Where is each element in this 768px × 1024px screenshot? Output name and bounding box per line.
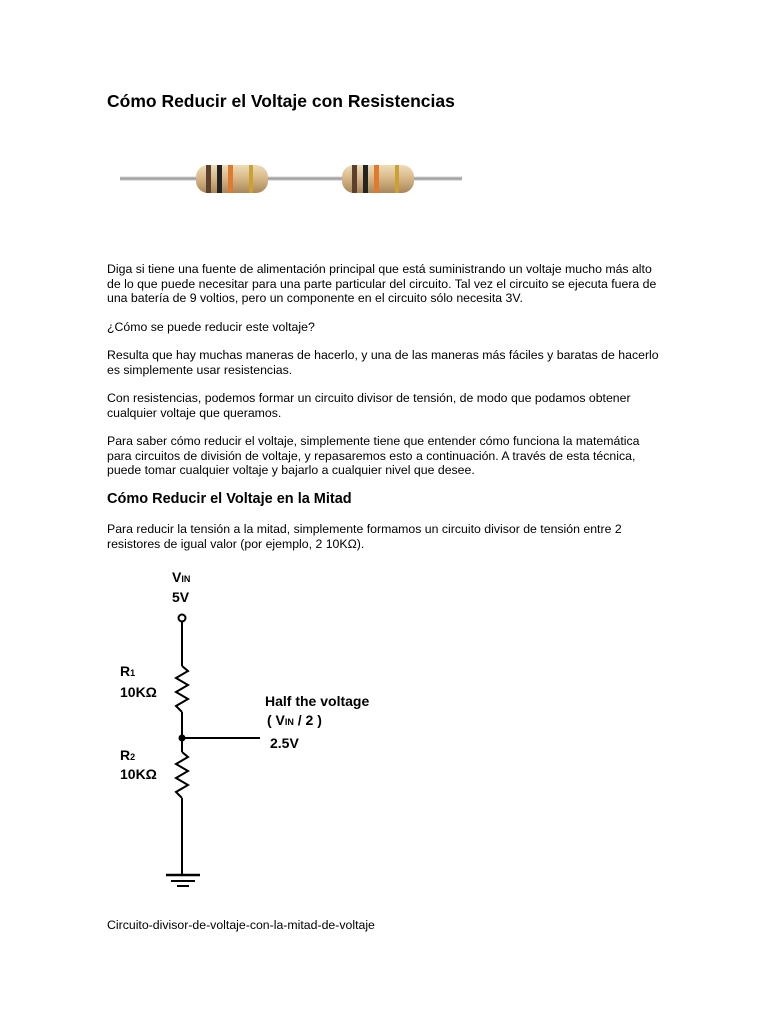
svg-text:( VIN / 2 ) bbox=[267, 712, 322, 728]
paragraph: Con resistencias, podemos formar un circuito divisor de tensión, de modo que podamos obtener cualquier voltaje que queramos. bbox=[107, 391, 631, 420]
svg-text:VIN bbox=[172, 569, 190, 585]
vin-subscript: IN bbox=[181, 574, 191, 584]
page-title: Cómo Reducir el Voltaje con Resistencias bbox=[107, 91, 455, 111]
r2-label: R bbox=[120, 747, 131, 763]
resistor-r1 bbox=[176, 666, 188, 712]
input-terminal bbox=[179, 615, 186, 622]
output-formula-open: ( V bbox=[267, 712, 285, 728]
figure-caption: Circuito-divisor-de-voltaje-con-la-mitad-de-voltaje bbox=[107, 918, 375, 932]
vin-label: V bbox=[172, 569, 182, 585]
r2-subscript: 2 bbox=[130, 752, 136, 762]
resistors-photo bbox=[118, 153, 464, 205]
output-formula-subscript: IN bbox=[284, 717, 294, 727]
output-formula-close: / 2 ) bbox=[293, 712, 322, 728]
r1-subscript: 1 bbox=[130, 668, 136, 678]
intro-text bbox=[107, 262, 667, 492]
output-title: Half the voltage bbox=[265, 693, 370, 709]
vin-value: 5V bbox=[172, 589, 190, 605]
paragraph: ¿Cómo se puede reducir este voltaje? bbox=[107, 319, 315, 334]
r2-value: 10KΩ bbox=[120, 766, 157, 782]
resistor-left bbox=[196, 165, 268, 193]
voltage-divider-diagram bbox=[110, 566, 410, 896]
r1-label: R bbox=[120, 663, 131, 679]
svg-text:R2 bbox=[120, 747, 135, 763]
paragraph: Para reducir la tensión a la mitad, simplemente formamos un circuito divisor de tensión entre 2 resistores de igual valor (por ejemplo, 2 10KΩ). bbox=[107, 522, 622, 551]
section-text bbox=[107, 522, 667, 565]
section-title: Cómo Reducir el Voltaje en la Mitad bbox=[107, 491, 352, 507]
paragraph: Para saber cómo reducir el voltaje, simplemente tiene que entender cómo funciona la matemática para circuitos de división de voltaje, y repasaremos esto a continuación. A través de esta técnica, puede tomar cualquier voltaje y bajarlo a cualquier nivel que desee. bbox=[107, 434, 640, 477]
r1-value: 10KΩ bbox=[120, 684, 157, 700]
paragraph: Diga si tiene una fuente de alimentación principal que está suministrando un voltaje mucho más alto de lo que puede necesitar para una parte particular del circuito. Tal vez el circuito se ejecuta fuera de una batería de 9 voltios, pero un componente en el circuito sólo necesita 3V. bbox=[107, 262, 657, 305]
ground-icon bbox=[166, 875, 200, 886]
paragraph: Resulta que hay muchas maneras de hacerlo, y una de las maneras más fáciles y baratas de hacerlo es simplemente usar resistencias. bbox=[107, 348, 659, 377]
resistor-r2 bbox=[176, 752, 188, 798]
resistor-right bbox=[342, 165, 414, 193]
svg-text:R1 bbox=[120, 663, 135, 679]
output-value: 2.5V bbox=[270, 735, 299, 751]
